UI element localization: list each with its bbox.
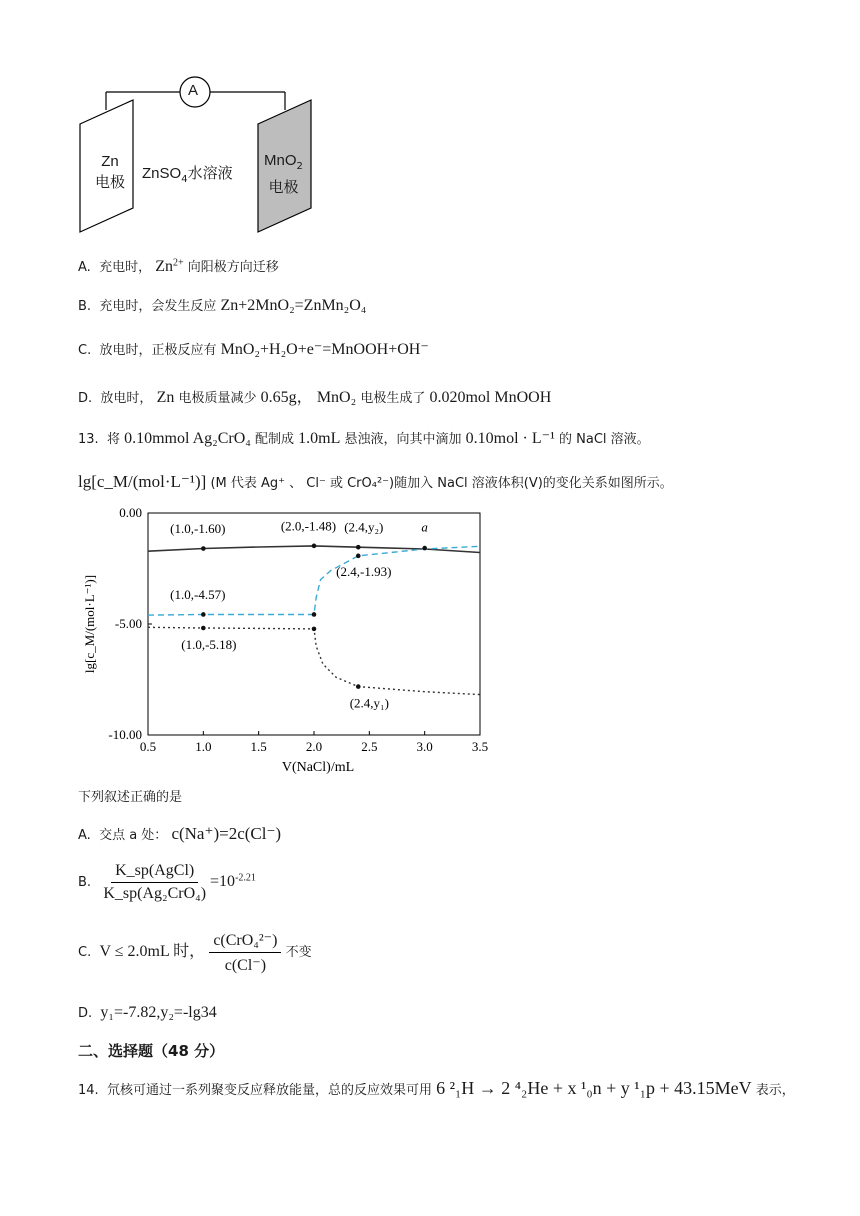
section-heading: 二、选择题（48 分） [78,1042,225,1060]
data-point [312,612,317,617]
x-tick-label: 2.0 [305,739,323,754]
data-point-label: (1.0,-4.57) [170,586,226,602]
data-point [312,544,317,549]
electrolyte-label: ZnSO$_4$水溶液 [142,164,233,185]
data-point [312,627,317,632]
data-point-label: (2.4,y₁) [349,695,389,711]
chromate-chloride-fraction: $\frac{\text{c(CrO₄²⁻)}}{c(Cl^-)}$ [209,930,281,975]
q12-option-d: D. 放电时， Zn 电极质量减少 0.65g， MnO₂ 电极生成了 0.020mol MnOOH [78,389,552,406]
concentration-chart [78,505,498,780]
x-tick-label: 3.0 [416,739,433,754]
q12-option-b: B. 充电时，会发生反应 Zn+2MnO₂=ZnMn₂O₄ [78,297,367,314]
data-point [201,626,206,631]
y-tick-label: 0.00 [119,505,142,520]
data-point-label: (2.4,y₂) [344,519,384,535]
x-tick-label: 1.0 [195,739,212,754]
data-point [201,612,206,617]
chart-svg [78,505,498,780]
data-point [356,545,361,550]
x-tick-label: 3.5 [471,739,489,754]
q13-stem-line1: 13. 将 0.10mmol Ag₂CrO₄ 配制成 1.0mL 悬浊液，向其中滴加 0.10mol · L⁻¹ 的 NaCl 溶液。 [78,430,650,447]
data-point [356,684,361,689]
data-point-label: (1.0,-5.18) [181,637,237,653]
q14-stem: 14. 氘核可通过一系列聚变反应释放能量，总的反应效果可用 6 ²₁H → 2 ⁴₂He + x ¹₀n + y ¹₁p + 43.15MeV 表示， [78,1078,795,1098]
data-point-label: (1.0,-1.60) [170,520,226,536]
ksp-ratio-fraction: $\frac{\text{K\_sp(AgCl)}}{\text{K\_sp(Ag₂CrO₄)}}$ [103,862,207,902]
x-tick-label: 2.5 [361,739,378,754]
data-point [356,554,361,559]
q13-stem-line2: lg[c_M/(mol·L⁻¹)] (M 代表 Ag⁺ 、 Cl⁻ 或 CrO₄²⁻)随加入 NaCl 溶液体积(V)的变化关系如图所示。 [78,472,673,491]
y-tick-label: -5.00 [114,616,142,631]
data-point-label: (2.0,-1.48) [280,518,337,534]
intersection-point-label: a [421,519,428,535]
y-tick-label: -10.00 [108,727,142,742]
data-point [422,546,427,551]
ammeter-label: A [188,82,199,99]
q13-option-c: C. V ≤ 2.0mL 时， $\frac{\text{c(CrO₄²⁻)}}{c(Cl^-)}$ 不变 [78,932,312,974]
galvanic-cell-diagram [78,72,318,237]
q13-option-d: D. y₁=-7.82,y₂=-lg34 [78,1004,217,1021]
y-axis-label: lg[c_M/(mol·L⁻¹)] [82,574,97,674]
x-tick-label: 0.5 [139,739,157,754]
x-axis-label: V(NaCl)/mL [281,760,355,775]
q13-option-a: A. 交点 a 处： c(Na⁺)=2c(Cl⁻) [78,824,282,843]
mno2-electrode-label: MnO$_2$ 电极 [264,152,303,196]
q13-prompt: 下列叙述正确的是 [78,790,183,805]
series-line-dashed [148,546,480,615]
q13-option-b: B. $\frac{\text{K\_sp(AgCl)}}{\text{K\_sp(Ag₂CrO₄)}}$ $=10^{-2.21}$ [78,862,256,902]
x-tick-label: 1.5 [250,739,267,754]
data-point [201,546,206,551]
data-point-label: (2.4,-1.93) [336,563,392,579]
q12-option-c: C. 放电时，正极反应有 MnO₂+H₂O+e⁻=MnOOH+OH⁻ [78,341,429,358]
zn-electrode-label: Zn 电极 [95,153,126,191]
q12-option-a: A. 充电时， $Zn^{2+}$ 向阳极方向迁移 [78,257,279,275]
